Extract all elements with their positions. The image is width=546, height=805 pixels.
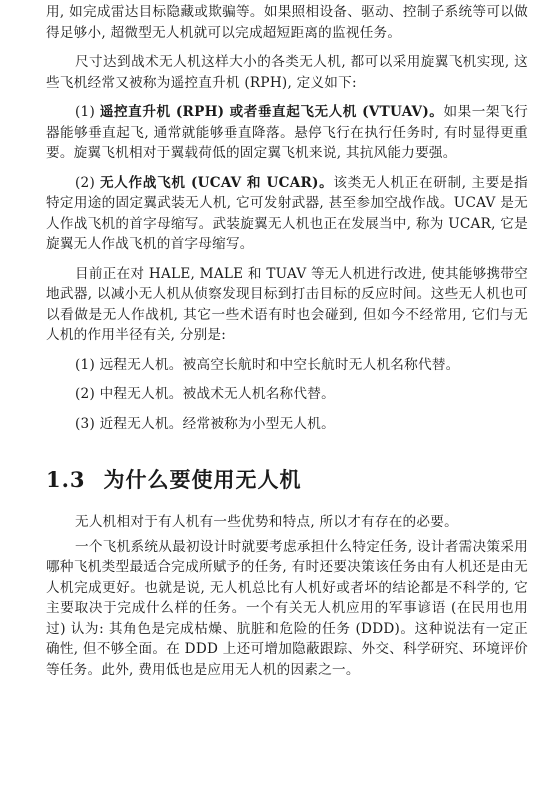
paragraph-continuation: 用, 如完成雷达目标隐藏或欺骗等。如果照相设备、驱动、控制子系统等可以做得足够小, 超微型无人机就可以完成超短距离的监视任务。 xyxy=(46,4,528,41)
item-number: (1) xyxy=(75,104,96,120)
section-heading xyxy=(46,464,528,494)
item-term: 无人作战飞机 (UCAV 和 UCAR)。 xyxy=(100,174,334,191)
section-title: 为什么要使用无人机 xyxy=(103,467,302,492)
list-item-short-range: (3) 近程无人机。经常被称为小型无人机。 xyxy=(75,415,335,432)
item-description: 该类无人机正在研制, 主要是指特定用途的固定翼武装无人机, 它可发射武器, 甚至参加空战作战。UCAV 是无人作战飞机的首字母缩写。武装旋翼无人机也正在发展当中, 称为 UCAR, 它是旋翼无人作战飞机的首字母缩写。 xyxy=(46,174,528,252)
paragraph-rph-intro: 尺寸达到战术无人机这样大小的各类无人机, 都可以采用旋翼飞机实现, 这些飞机经常又被称为遥控直升机 (RPH), 定义如下: xyxy=(46,54,528,91)
paragraph-advantages: 无人机相对于有人机有一些优势和特点, 所以才有存在的必要。 xyxy=(75,514,458,530)
paragraph-design-decision: 一个飞机系统从最初设计时就要考虑承担什么特定任务, 设计者需决策采用哪种飞机类型最适合完成所赋予的任务, 有时还要决策该任务由有人机还是由无人机完成更好。也就是说, 无人机总比有人机好或者坏的结论都是不科学的, 它主要取决于完成什么样的任务。一个有关无人机应用的军事谚语 (在民用也用过) 认为: 其角色是完成枯燥、肮脏和危险的任务 (DDD)。这种说法有一定正确性, 但不够全面。在 DDD 上还可增加隐蔽跟踪、外交、科学研究、环境评价等任务。此外, 费用低也是应用无人机的因素之一。 xyxy=(46,538,528,678)
list-item-rph xyxy=(46,102,528,164)
item-description: 如果一架飞行器能够垂直起飞, 通常就能够垂直降落。悬停飞行在执行任务时, 有时显得更重要。旋翼飞机相对于翼载荷低的固定翼飞机来说, 其抗风能力要强。 xyxy=(46,104,529,161)
list-item-ucav xyxy=(46,173,528,255)
list-item-long-range: (1) 远程无人机。被高空长航时和中空长航时无人机名称代替。 xyxy=(75,356,460,373)
item-term: 遥控直升机 (RPH) 或者垂直起飞无人机 (VTUAV)。 xyxy=(99,104,444,120)
item-number: (2) xyxy=(75,174,96,191)
paragraph-improvement: 目前正在对 HALE, MALE 和 TUAV 等无人机进行改进, 使其能够携带空地武器, 以减小无人机从侦察发现目标到打击目标的反应时间。这些无人机也可以看做是无人作战机, 其它一些术语有时也会碰到, 但如今不经常用, 它们与无人机的作用半径有关, 分别是: xyxy=(46,265,528,343)
list-item-medium-range: (2) 中程无人机。被战术无人机名称代替。 xyxy=(75,386,335,402)
section-number: 1.3 xyxy=(46,467,86,492)
